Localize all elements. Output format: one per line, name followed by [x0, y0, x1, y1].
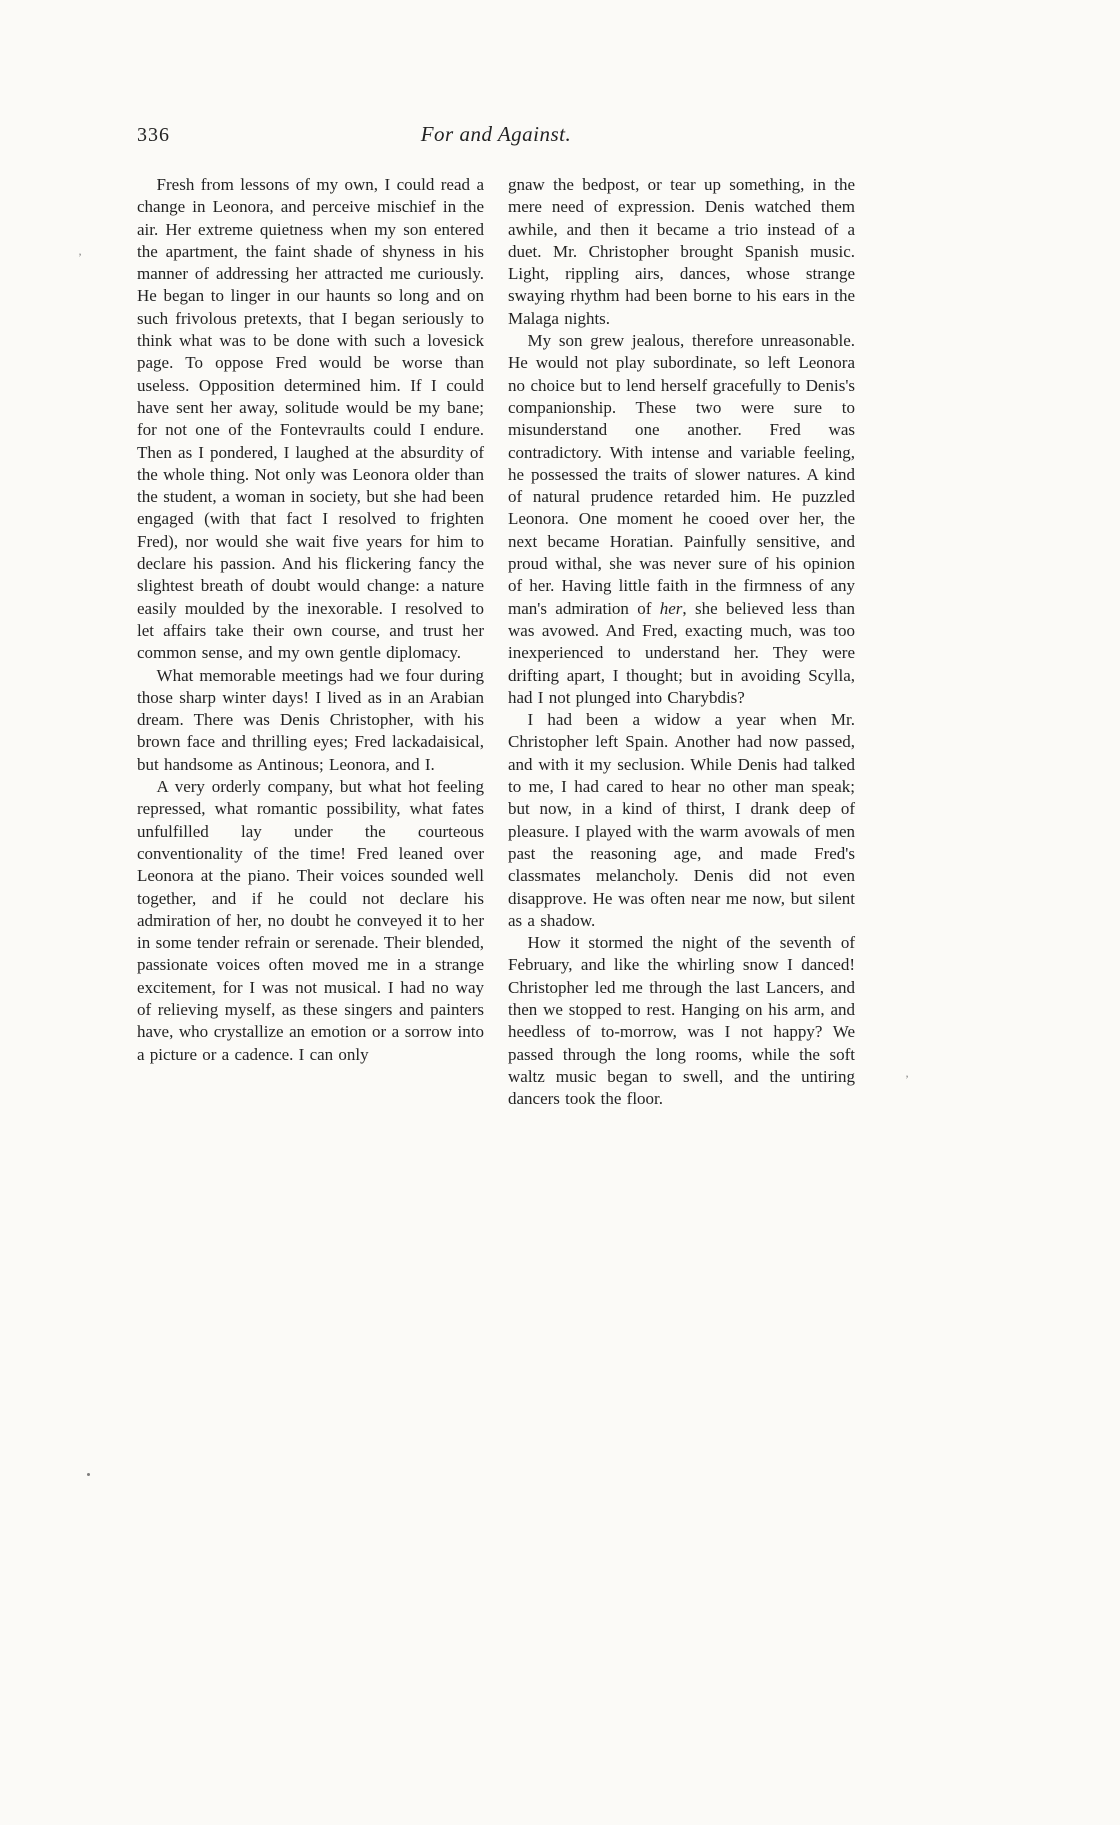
paragraph: My son grew jealous, therefore unreasonable. He would not play subordinate, so left Leonora no choice but to lend herself gracefully to Denis's companionship. These two were sure to misunderstand one another. Fred was contradictory. With intense and variable feeling, he possessed the traits of slower natures. A kind of natural prudence retarded him. He puzzled Leonora. One moment he cooed over her, the next became Horatian. Painfully sensitive, and proud withal, she was never sure of his opinion of her. Having little faith in the firmness of any man's admiration of her, she believed less than was avowed. And Fred, exacting much, was too inexperienced to understand her. They were drifting apart, I thought; but in avoiding Scylla, had I not plunged into Charybdis?	[508, 331, 855, 707]
paragraph: What memorable meetings had we four during those sharp winter days! I lived as in an Arabian dream. There was Denis Christopher, with his brown face and thrilling eyes; Fred lackadaisical, but handsome as Antinous; Leonora, and I.	[137, 665, 484, 774]
paragraph: How it stormed the night of the seventh of February, and like the whirling snow I danced! Christopher led me through the last Lancers, and then we stopped to rest. Hanging on his arm, and heedless of to-morrow, was I not happy? We passed through the long rooms, while the soft waltz music began to swell, and the untiring dancers took the floor.	[508, 933, 855, 1109]
paragraph: A very orderly company, but what hot feeling repressed, what romantic possibility, what fates unfulfilled lay under the courteous conventionality of the time! Fred leaned over Leonora at the piano. Their voices sounded well together, and if he could not declare his admiration of her, no doubt he conveyed it to her in some tender refrain or serenade. Their blended, passionate voices often moved me in a strange excitement, for I was not musical. I had no way of relieving myself, as these singers and painters have, who crystallize an emotion or a sorrow into a picture or a cadence. I can only	[137, 777, 484, 1064]
page-number: 336	[137, 124, 170, 146]
scan-artifact	[87, 1473, 90, 1476]
paragraph: Fresh from lessons of my own, I could read a change in Leonora, and perceive mischief in the air. Her extreme quietness when my son entered the apartment, the faint shade of shyness in his manner of addressing her attracted me curiously. He began to linger in our haunts so long and on such frivolous pretexts, that I began seriously to think what was to be done with such a lovesick page. To oppose Fred would be worse than useless. Opposition determined him. If I could have sent her away, solitude would be my bane; for not one of the Fontevraults could I endure. Then as I pondered, I laughed at the absurdity of the whole thing. Not only was Leonora older than the student, a woman in society, but she had been engaged (with that fact I resolved to frighten Fred), nor would she wait five years for him to declare his passion. And his flickering fancy the slightest breath of doubt would change: a nature easily moulded by the inexorable. I resolved to let affairs take their own course, and trust her common sense, and my own gentle diplomacy.	[137, 175, 484, 663]
text-column-left	[137, 174, 484, 1110]
text-columns	[137, 174, 855, 1110]
scan-artifact: ’	[78, 250, 82, 264]
running-title: For and Against.	[420, 122, 572, 146]
scan-artifact: ’	[905, 1072, 909, 1086]
page-header	[137, 122, 855, 156]
paragraph: I had been a widow a year when Mr. Christopher left Spain. Another had now passed, and with it my seclusion. While Denis had talked to me, I had cared to hear no other man speak; but now, in a kind of thirst, I drank deep of pleasure. I played with the warm avowals of men past the reasoning age, and made Fred's classmates melancholy. Denis did not even disapprove. He was often near me now, but silent as a shadow.	[508, 710, 855, 930]
text-column-right	[508, 174, 855, 1110]
paragraph: gnaw the bedpost, or tear up something, in the mere need of expression. Denis watched them awhile, and then it became a trio instead of a duet. Mr. Christopher brought Spanish music. Light, rippling airs, dances, whose strange swaying rhythm had been borne to his ears in the Malaga nights.	[508, 175, 855, 328]
